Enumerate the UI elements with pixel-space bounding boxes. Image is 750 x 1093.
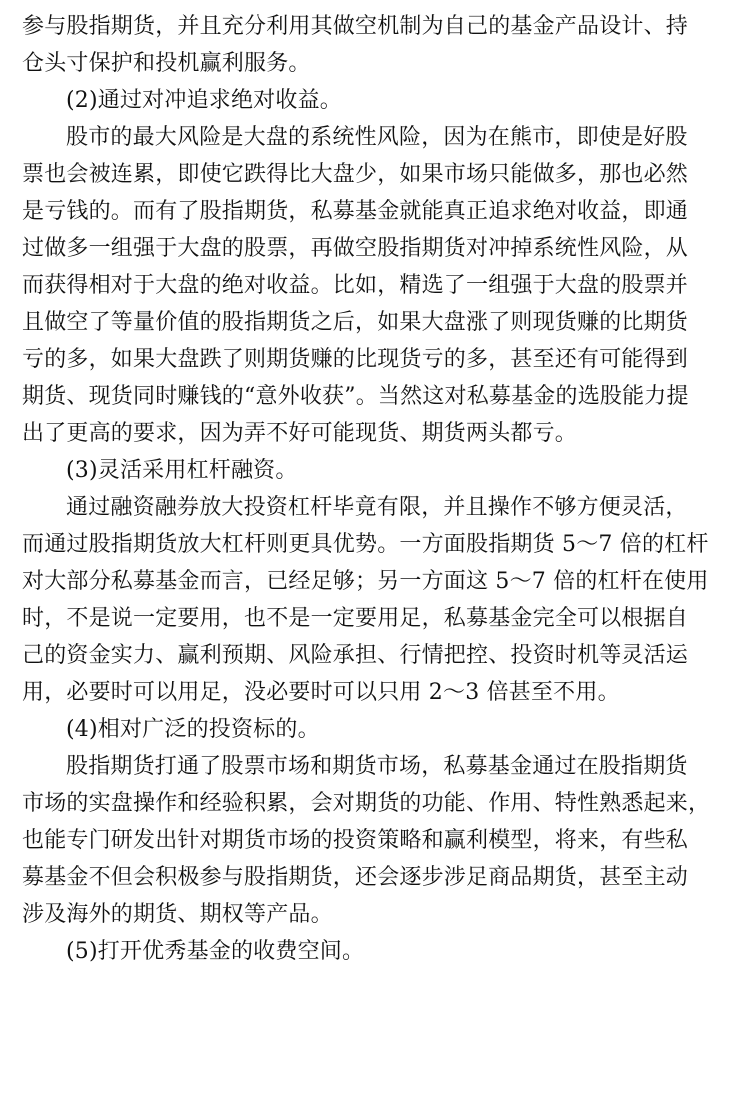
text-line: 是亏钱的。而有了股指期货，私募基金就能真正追求绝对收益，即通: [22, 199, 689, 224]
text-line: 且做空了等量价值的股指期货之后，如果大盘涨了则现货赚的比期货: [22, 310, 689, 335]
text-line: 时，不是说一定要用，也不是一定要用足，私募基金完全可以根据自: [22, 606, 689, 631]
text-line: (5)打开优秀基金的收费空间。: [66, 939, 365, 964]
text-line: 股指期货打通了股票市场和期货市场，私募基金通过在股指期货: [66, 754, 688, 779]
section-heading: [22, 82, 730, 119]
text-line: 票也会被连累，即使它跌得比大盘少，如果市场只能做多，那也必然: [22, 162, 689, 187]
text-line: 参与股指期货，并且充分利用其做空机制为自己的基金产品设计、持: [22, 14, 689, 39]
text-line: 亏的多，如果大盘跌了则期货赚的比现货亏的多，甚至还有可能得到: [22, 347, 689, 372]
text-line: 过做多一组强于大盘的股票，再做空股指期货对冲掉系统性风险，从: [22, 236, 689, 261]
text-line: (2)通过对冲追求绝对收益。: [66, 88, 342, 113]
text-line: 也能专门研发出针对期货市场的投资策略和赢利模型，将来，有些私: [22, 828, 689, 853]
text-line: 己的资金实力、赢利预期、风险承担、行情把控、投资时机等灵活运: [22, 643, 689, 668]
paragraph: [22, 8, 730, 82]
paragraph: [22, 748, 730, 933]
text-line: 对大部分私募基金而言，已经足够；另一方面这 5～7 倍的杠杆在使用: [22, 569, 709, 594]
text-line: 而通过股指期货放大杠杆则更具优势。一方面股指期货 5～7 倍的杠杆: [22, 532, 709, 557]
text-line: 而获得相对于大盘的绝对收益。比如，精选了一组强于大盘的股票并: [22, 273, 689, 298]
section-heading: [22, 711, 730, 748]
text-line: 通过融资融券放大投资杠杆毕竟有限，并且操作不够方便灵活，: [66, 495, 688, 520]
document-body: [22, 8, 730, 970]
section-heading: [22, 933, 730, 970]
text-line: 期货、现货同时赚钱的“意外收获”。当然这对私募基金的选股能力提: [22, 384, 689, 409]
text-line: 募基金不但会积极参与股指期货，还会逐步涉足商品期货，甚至主动: [22, 865, 689, 890]
text-line: (3)灵活采用杠杆融资。: [66, 458, 298, 483]
paragraph: [22, 489, 730, 711]
paragraph: [22, 119, 730, 452]
text-line: 用，必要时可以用足，没必要时可以只用 2～3 倍甚至不用。: [22, 680, 620, 705]
text-line: 市场的实盘操作和经验积累，会对期货的功能、作用、特性熟悉起来，: [22, 791, 711, 816]
text-line: 股市的最大风险是大盘的系统性风险，因为在熊市，即使是好股: [66, 125, 688, 150]
text-line: 仓头寸保护和投机赢利服务。: [22, 51, 311, 76]
text-line: 涉及海外的期货、期权等产品。: [22, 902, 333, 927]
text-line: (4)相对广泛的投资标的。: [66, 717, 320, 742]
text-line: 出了更高的要求，因为弄不好可能现货、期货两头都亏。: [22, 421, 578, 446]
document-page: [22, 8, 730, 970]
section-heading: [22, 452, 730, 489]
